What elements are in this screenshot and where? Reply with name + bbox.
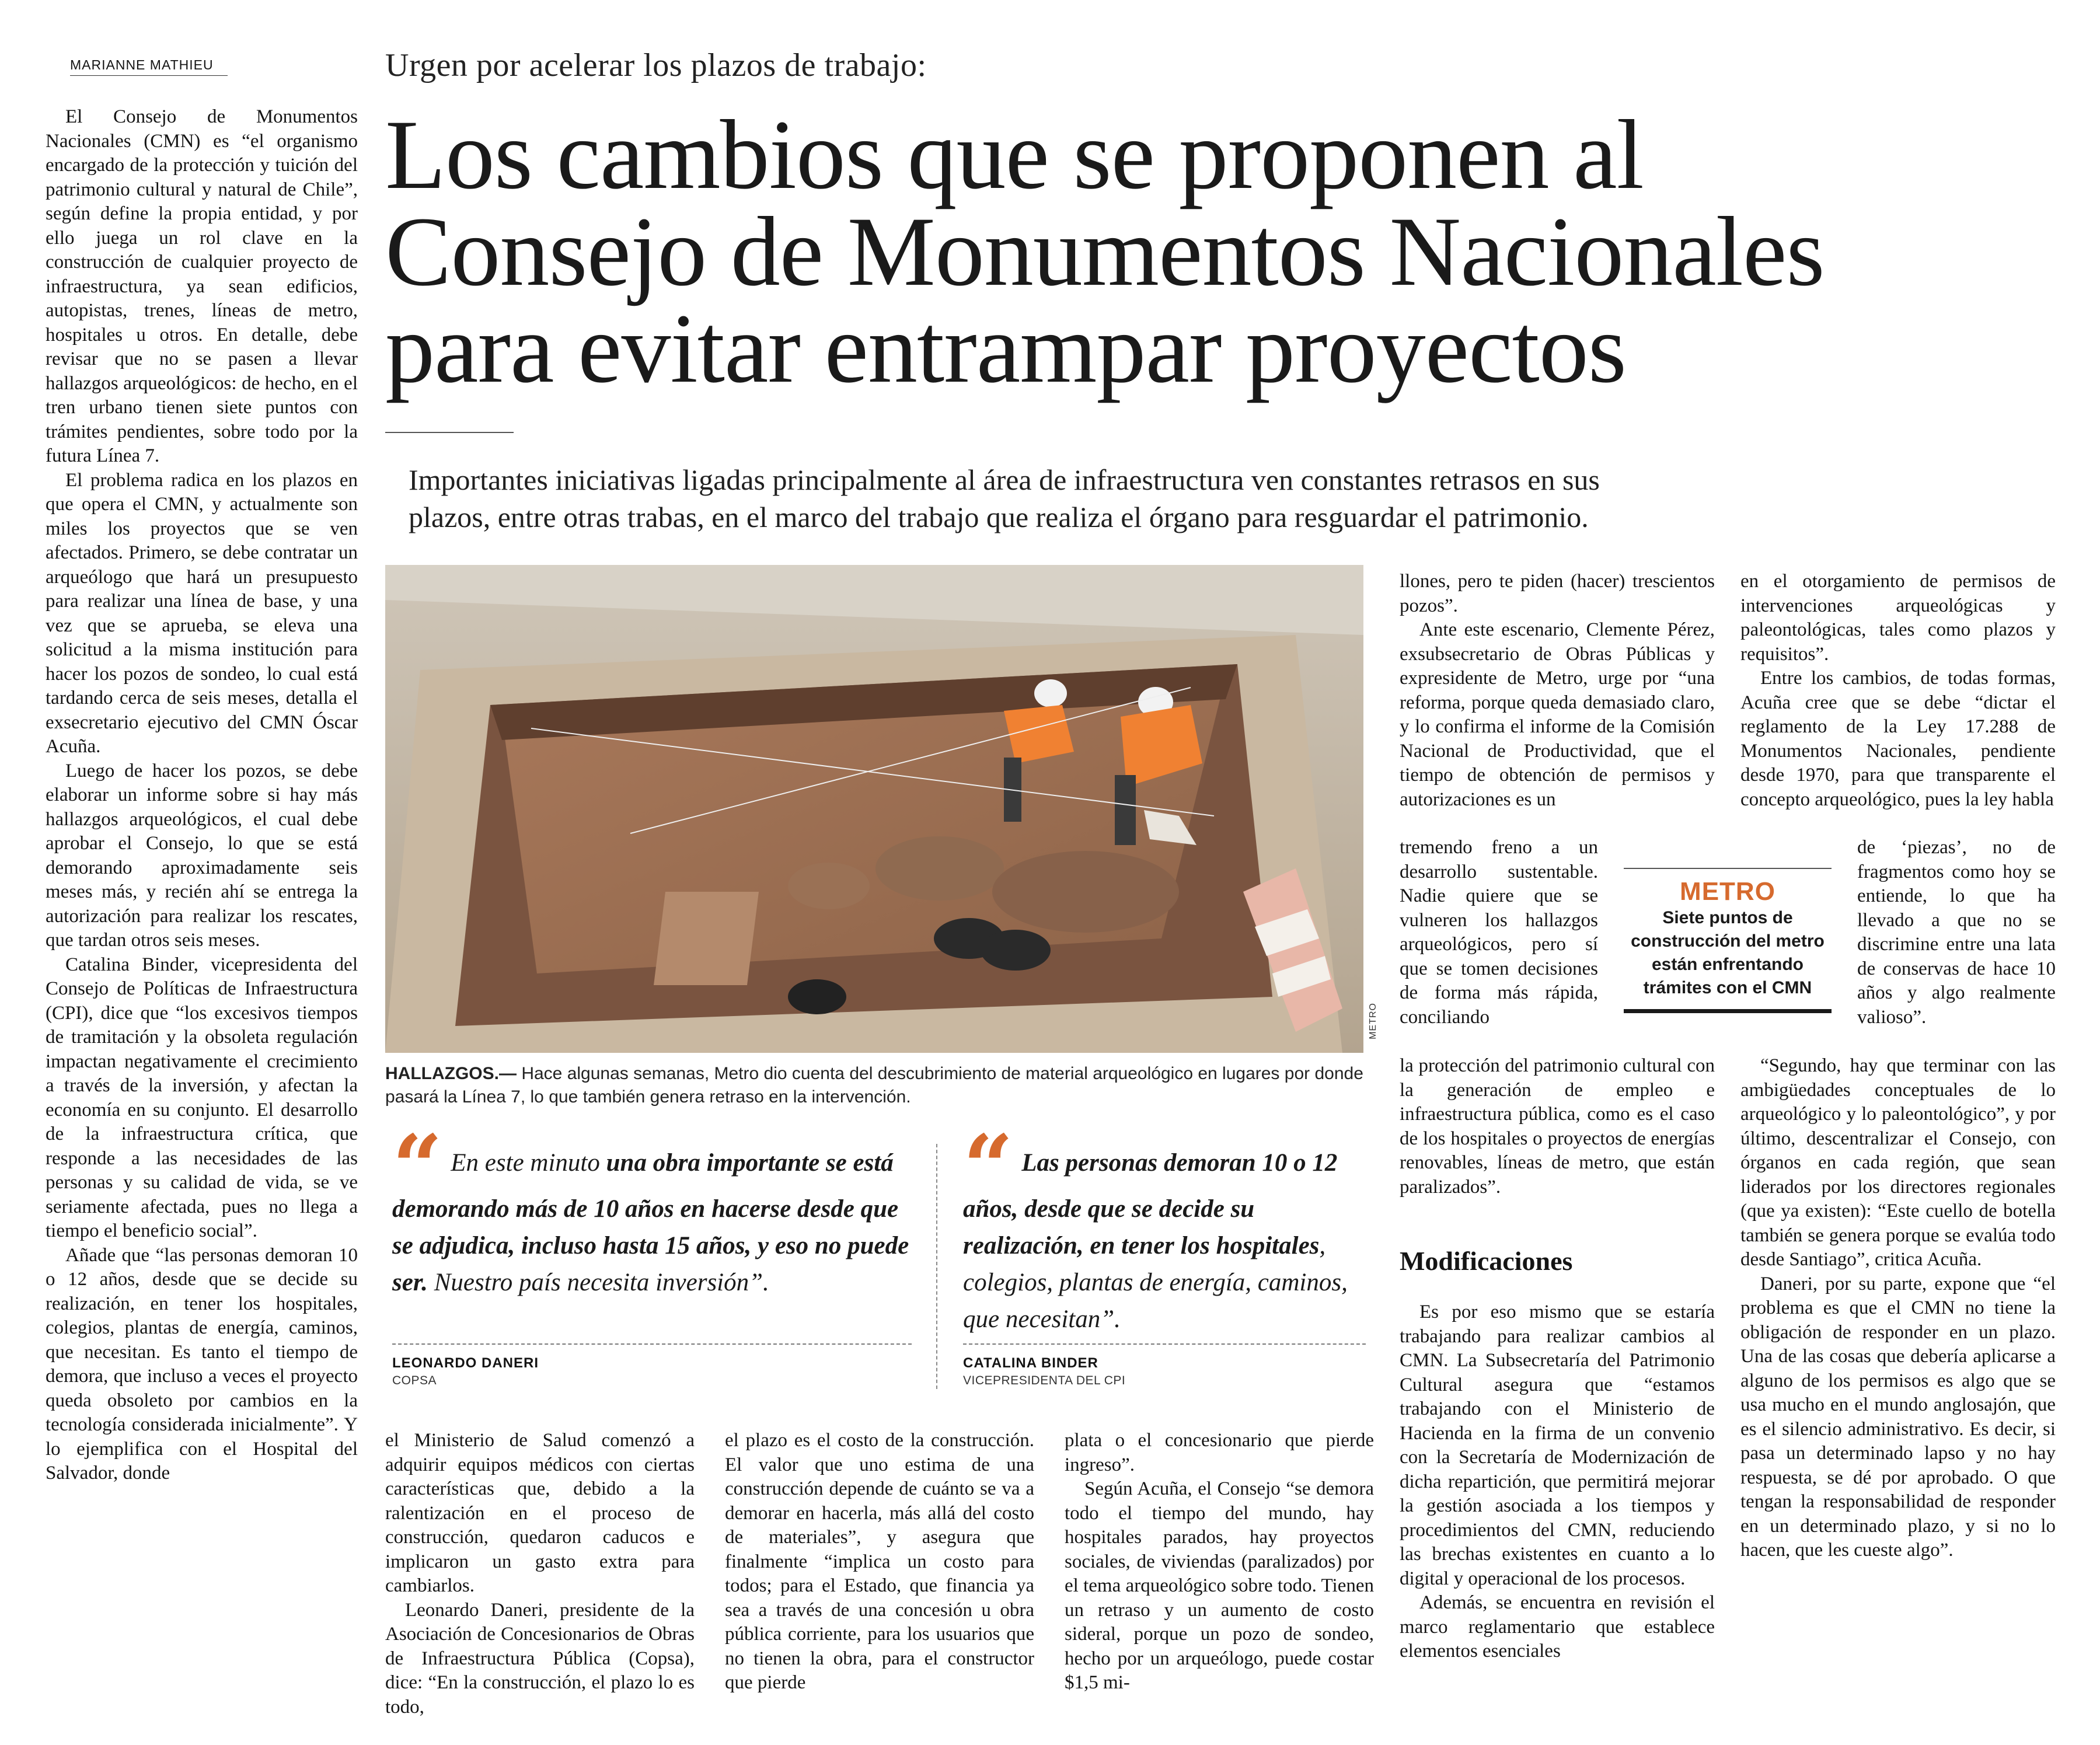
caption-label: HALLAZGOS.— — [385, 1064, 517, 1083]
paragraph: Leonardo Daneri, presidente de la Asociación de Concesionarios de Obras de Infraestructura Pública (Copsa), dice: “En la construcción, el plazo lo es todo, — [385, 1599, 695, 1718]
photo-caption — [385, 1062, 1377, 1109]
deck-line: plazos, entre otras trabas, en el marco del trabajo que realiza el órgano para resguardar el patrimonio. — [409, 501, 1589, 533]
headline — [385, 100, 2049, 403]
paragraph: Añade que “las personas demoran 10 o 12 años, desde que se decide su realización, en tener los hospitales, colegios, plantas de energía, caminos, que necesitan. Es tanto el tiempo de demora, que incluso a veces el proyecto queda obsoleto por cambios en la tecnología considerada inicialmente”. Y lo ejemplifica con el Hospital del Salvador, donde — [46, 1244, 358, 1484]
quote-author: CATALINA BINDER — [963, 1355, 1098, 1371]
paragraph: Daneri, por su parte, expone que “el problema es que el CMN no tiene la obligación de responder en un plazo. Una de las cosas que debería aplicarse a alguno de los permisos es algo que se usa mucho en el mundo anglosajón, que es el silencio administrativo. Es decir, si pasa un determinado lapso y no hay respuesta, se dé por aprobado. O que tengan la responsabilidad de responder en un determinado plazo, y si no lo hacen, que les cueste algo”. — [1740, 1273, 2056, 1561]
quote-separator — [936, 1144, 937, 1389]
excavation-photo — [385, 565, 1363, 1053]
quote-text-bold: Las personas demoran 10 o 12 años, desde que se decide su realización, en tener los hospitales — [963, 1149, 1338, 1259]
paragraph: Además, se encuentra en revisión el marco reglamentario que establece elementos esenciales — [1400, 1592, 1715, 1662]
quote-author-role: COPSA — [392, 1374, 437, 1387]
quote-text-bold: una obra importante se está demorando más de 10 años en hacerse desde que se adjudica, incluso hasta 15 años, y eso no puede ser. — [392, 1149, 909, 1296]
headline-line: Los cambios que se proponen al — [385, 100, 1644, 210]
paragraph: El problema radica en los plazos en que opera el CMN, y actualmente son miles los proyectos que se ven afectados. Primero, se debe contratar un arqueólogo que hará un presupuesto para realizar una línea de base, y una vez que se aprueba, se eleva una solicitud a la misma institución para hacer los pozos de sondeo, lo cual está tardando cerca de seis meses, detalla el exsecretario ejecutivo del CMN Óscar Acuña. — [46, 469, 358, 757]
quote-mark-icon: “ — [963, 1116, 1014, 1219]
divider — [385, 432, 514, 433]
byline: MARIANNE MATHIEU — [70, 57, 228, 76]
article-column-3 — [725, 1429, 1034, 1695]
headline-line: para evitar entrampar proyectos — [385, 294, 1626, 403]
quote-text: , colegios, plantas de energía, caminos, que necesitan”. — [963, 1232, 1348, 1333]
kicker: Urgen por acelerar los plazos de trabajo: — [385, 47, 927, 83]
paragraph: plata o el concesionario que pierde ingreso”. — [1065, 1430, 1374, 1475]
article-column-6 — [1740, 570, 2056, 812]
paragraph: de ‘piezas’, no de fragmentos como hoy se entiende, lo que ha llevado a que no se discrimine entre una lata de conservas de hace 10 años y algo realmente valioso”. — [1857, 837, 2056, 1028]
pull-quote — [963, 1116, 1372, 1338]
article-column-5-bottom — [1400, 1054, 1715, 1199]
quote-mark-icon: “ — [392, 1116, 443, 1219]
article-column-4 — [1065, 1429, 1374, 1695]
paragraph: Es por eso mismo que se estaría trabajando para realizar cambios al CMN. La Subsecretaría del Patrimonio Cultural asegura que “estamos trabajando con el Ministerio de Hacienda en la firma de un convenio con la Secretaría de Modernización de dicha repartición, que permitirá mejorar la gestión asociada a los tiempos y procedimientos del CMN, reduciendo las brechas existentes en cuanto a lo digital y operacional de los procesos. — [1400, 1301, 1715, 1589]
paragraph: Ante este escenario, Clemente Pérez, exsubsecretario de Obras Públicas y expresidente de Metro, urge por “una reforma, porque queda demasiado claro, y lo confirma el informe de la Comisión Nacional de Productividad, que el tiempo de obtención de permisos y autorizaciones es un — [1400, 619, 1715, 810]
quote-rule — [392, 1343, 912, 1345]
paragraph: Según Acuña, el Consejo “se demora todo el tiempo del mundo, hay hospitales parados, hay proyectos sociales, de viviendas (paralizados) por el tema arqueológico sobre todo. Tienen un retraso y un aumento de costo sideral, porque un pozo de sondeo, hecho por un arqueólogo, puede costar $1,5 mi- — [1065, 1478, 1374, 1693]
paragraph: en el otorgamiento de permisos de intervenciones arqueológicas y paleontológicas, tales como plazos y requisitos”. — [1740, 571, 2056, 665]
headline-line: Consejo de Monumentos Nacionales — [385, 197, 1825, 306]
quote-author: LEONARDO DANERI — [392, 1355, 539, 1371]
article-column-5-narrow — [1400, 836, 1598, 1029]
paragraph: la protección del patrimonio cultural con la generación de empleo e infraestructura pública, como es el caso de los hospitales o proyectos de energías renovables, líneas de metro, que están paralizados”. — [1400, 1055, 1715, 1198]
subheading: Modificaciones — [1400, 1246, 1573, 1276]
article-column-1 — [46, 105, 358, 1486]
paragraph: Entre los cambios, de todas formas, Acuña cree que se debe “dictar el reglamento de la Ley 17.288 de Monumentos Nacionales, pendiente desde 1970, para que transparente el concepto arqueológico, pues la ley habla — [1740, 668, 2056, 810]
article-column-2 — [385, 1429, 695, 1719]
quote-text: Nuestro país necesita inversión”. — [427, 1269, 769, 1296]
deck — [409, 461, 2060, 536]
paragraph: el Ministerio de Salud comenzó a adquirir equipos médicos con ciertas características que, debido a la ralentización en el proceso de construcción, quedaron caducos e implicaron un gasto extra para cambiarlos. — [385, 1430, 695, 1596]
article-column-6-narrow — [1857, 836, 2056, 1029]
photo-credit: METRO — [1368, 1003, 1378, 1039]
paragraph: Catalina Binder, vicepresidenta del Consejo de Políticas de Infraestructura (CPI), dice que “los excesivos tiempos de tramitación y la obsoleta regulación impactan negativamente el crecimiento a través de la inversión, y afectan la economía en su conjunto. El desarrollo de la infraestructura crítica, que responde a las necesidades de las personas y su calidad de vida, se ve seriamente afectada, pues no llega a tiempo el beneficio social”. — [46, 954, 358, 1241]
callout-text: Siete puntos de construcción del metro están enfrentando trámites con el CMN — [1631, 908, 1825, 997]
paragraph: “Segundo, hay que terminar con las ambigüedades conceptuales de lo arqueológico y lo paleontológico”, y por último, descentralizar el Consejo, con órganos en cada región, que sean liderados por los directores regionales (que ya existen): “Este cuello de botella también se genera porque se evalúa todo desde Santiago”, critica Acuña. — [1740, 1055, 2056, 1270]
article-column-5 — [1400, 570, 1715, 812]
quote-rule — [963, 1343, 1366, 1345]
paragraph: el plazo es el costo de la construcción. El valor que uno estima de una construcción depende de cuánto se va a demorar en hacerla, más allá del costo de materiales”, y asegura que finalmente “implica un costo para todos; para el Estado, que financia ya sea a través de una concesión u obra pública corriente, para los usuarios que no tienen la obra, para el constructor que pierde — [725, 1430, 1034, 1693]
deck-line: Importantes iniciativas ligadas principalmente al área de infraestructura ven constantes retrasos en sus — [409, 463, 1600, 496]
quote-text: En este minuto — [451, 1149, 606, 1177]
paragraph: tremendo freno a un desarrollo sustentable. Nadie quiere que se vulneren los hallazgos arqueológicos, pero sí que se tomen decisiones de forma más rápida, conciliando — [1400, 837, 1598, 1028]
pull-quote — [392, 1116, 918, 1301]
paragraph: llones, pero te piden (hacer) trescientos pozos”. — [1400, 571, 1715, 616]
quote-author-role: VICEPRESIDENTA DEL CPI — [963, 1374, 1126, 1387]
callout-title: METRO — [1680, 877, 1775, 906]
paragraph: El Consejo de Monumentos Nacionales (CMN) es “el organismo encargado de la protección y tuición del patrimonio cultural y natural de Chile”, según define la propia entidad, y por ello juega un rol clave en la construcción de cualquier proyecto de infraestructura, ya sean edificios, autopistas, trenes, líneas de metro, hospitales u otros. En detalle, debe revisar que no se pasen a llevar hallazgos arqueológicos: de hecho, en el tren urbano tienen siete puntos con trámites pendientes, sobre todo por la futura Línea 7. — [46, 106, 358, 466]
article-column-6-bottom — [1740, 1054, 2056, 1563]
metro-callout — [1624, 868, 1832, 1013]
paragraph: Luego de hacer los pozos, se debe elaborar un informe sobre si hay más hallazgos arqueológicos, el cual debe aprobar el Consejo, lo que se está demorando aproximadamente seis meses más, y recién ahí se entrega la autorización para realizar los rescates, que tardan otros seis meses. — [46, 760, 358, 951]
article-column-5-after — [1400, 1300, 1715, 1664]
caption-text: Hace algunas semanas, Metro dio cuenta del descubrimiento de material arqueológico en lugares por donde pasará la Línea 7, lo que también genera retraso en la intervención. — [385, 1064, 1363, 1107]
